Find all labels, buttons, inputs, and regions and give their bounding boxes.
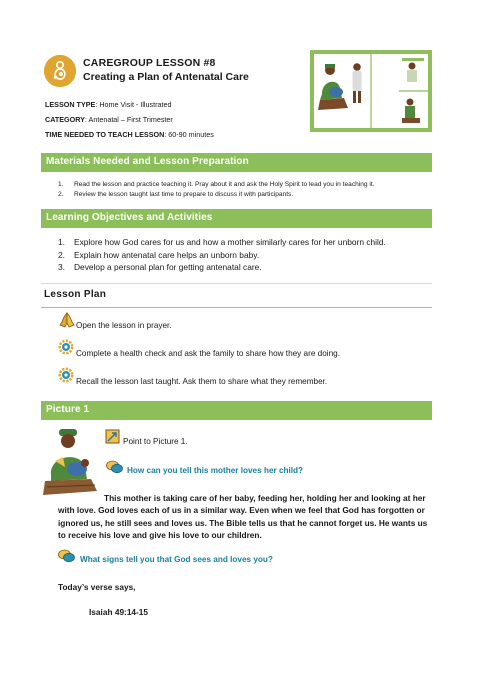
list-number: 3. — [58, 262, 65, 272]
lesson-step: Recall the lesson last taught. Ask them to share what they remember. — [76, 377, 328, 386]
time-needed — [45, 130, 214, 139]
illustration-thumbnail — [314, 54, 428, 128]
verse-intro: Today’s verse says, — [58, 582, 136, 592]
list-number: 1. — [58, 181, 64, 188]
list-text: Develop a personal plan for getting antenatal care. — [74, 262, 262, 272]
point-instruction: Point to Picture 1. — [123, 437, 188, 446]
list-item — [58, 237, 386, 247]
lesson-step: Complete a health check and ask the family to share how they are doing. — [76, 349, 340, 358]
lesson-type-value: : Home Visit - Illustrated — [95, 100, 172, 109]
section-header-lesson-plan: Lesson Plan — [44, 289, 107, 300]
discussion-bubbles-icon — [58, 549, 75, 563]
mother-child-logo-icon — [44, 55, 76, 87]
list-number: 2. — [58, 250, 65, 260]
category — [45, 115, 173, 124]
caregroup-logo — [44, 55, 76, 87]
gear-icon — [58, 367, 74, 383]
discussion-question: What signs tell you that God sees and loves you? — [80, 555, 273, 564]
lesson-type-label: LESSON TYPE — [45, 100, 96, 109]
list-item — [58, 191, 293, 198]
verse-reference: Isaiah 49:14-15 — [89, 607, 149, 617]
list-text: Review the lesson taught last time to prepare to discuss it with participants. — [74, 191, 294, 198]
divider — [41, 307, 432, 308]
teaching-paragraph — [58, 492, 430, 542]
praying-hands-icon — [58, 312, 76, 328]
lesson-title: Creating a Plan of Antenatal Care — [83, 71, 249, 83]
gear-icon — [58, 339, 74, 355]
discussion-question: How can you tell this mother loves her child? — [127, 466, 304, 475]
list-number: 1. — [58, 237, 65, 247]
lesson-step: Open the lesson in prayer. — [76, 321, 172, 330]
list-text: Explore how God cares for us and how a mother similarly cares for her unborn child. — [74, 237, 386, 247]
lesson-picture-thumbnail — [310, 50, 432, 132]
time-label: TIME NEEDED TO TEACH LESSON — [45, 130, 165, 139]
list-text: Explain how antenatal care helps an unborn baby. — [74, 250, 260, 260]
divider — [41, 283, 432, 284]
point-to-picture-icon — [105, 429, 120, 444]
category-label: CATEGORY — [45, 115, 85, 124]
time-value: : 60-90 minutes — [164, 130, 214, 139]
section-header-materials: Materials Needed and Lesson Preparation — [41, 153, 432, 172]
list-number: 2. — [58, 191, 64, 198]
list-item — [58, 181, 375, 188]
lesson-number: CAREGROUP LESSON #8 — [83, 57, 216, 69]
category-value: : Antenatal – First Trimester — [84, 115, 173, 124]
list-item — [58, 250, 259, 260]
discussion-bubbles-icon — [106, 460, 123, 474]
mother-feeding-baby-illustration — [41, 427, 99, 499]
list-item — [58, 262, 262, 272]
paragraph-text: This mother is taking care of her baby, feeding her, holding her and looking at her with love. God loves each of us in a similar way. Even when we feel that God has forgotten or ignored us, he still sees and loves us. The Bible tells us that he cannot forget us. He wants us to receive his love and give his love to our children. — [58, 493, 428, 541]
list-text: Read the lesson and practice teaching it. Pray about it and ask the Holy Spirit to lead you in teaching it. — [74, 181, 375, 188]
section-header-objectives: Learning Objectives and Activities — [41, 209, 432, 228]
lesson-type — [45, 100, 172, 109]
section-header-picture-1: Picture 1 — [41, 401, 432, 420]
